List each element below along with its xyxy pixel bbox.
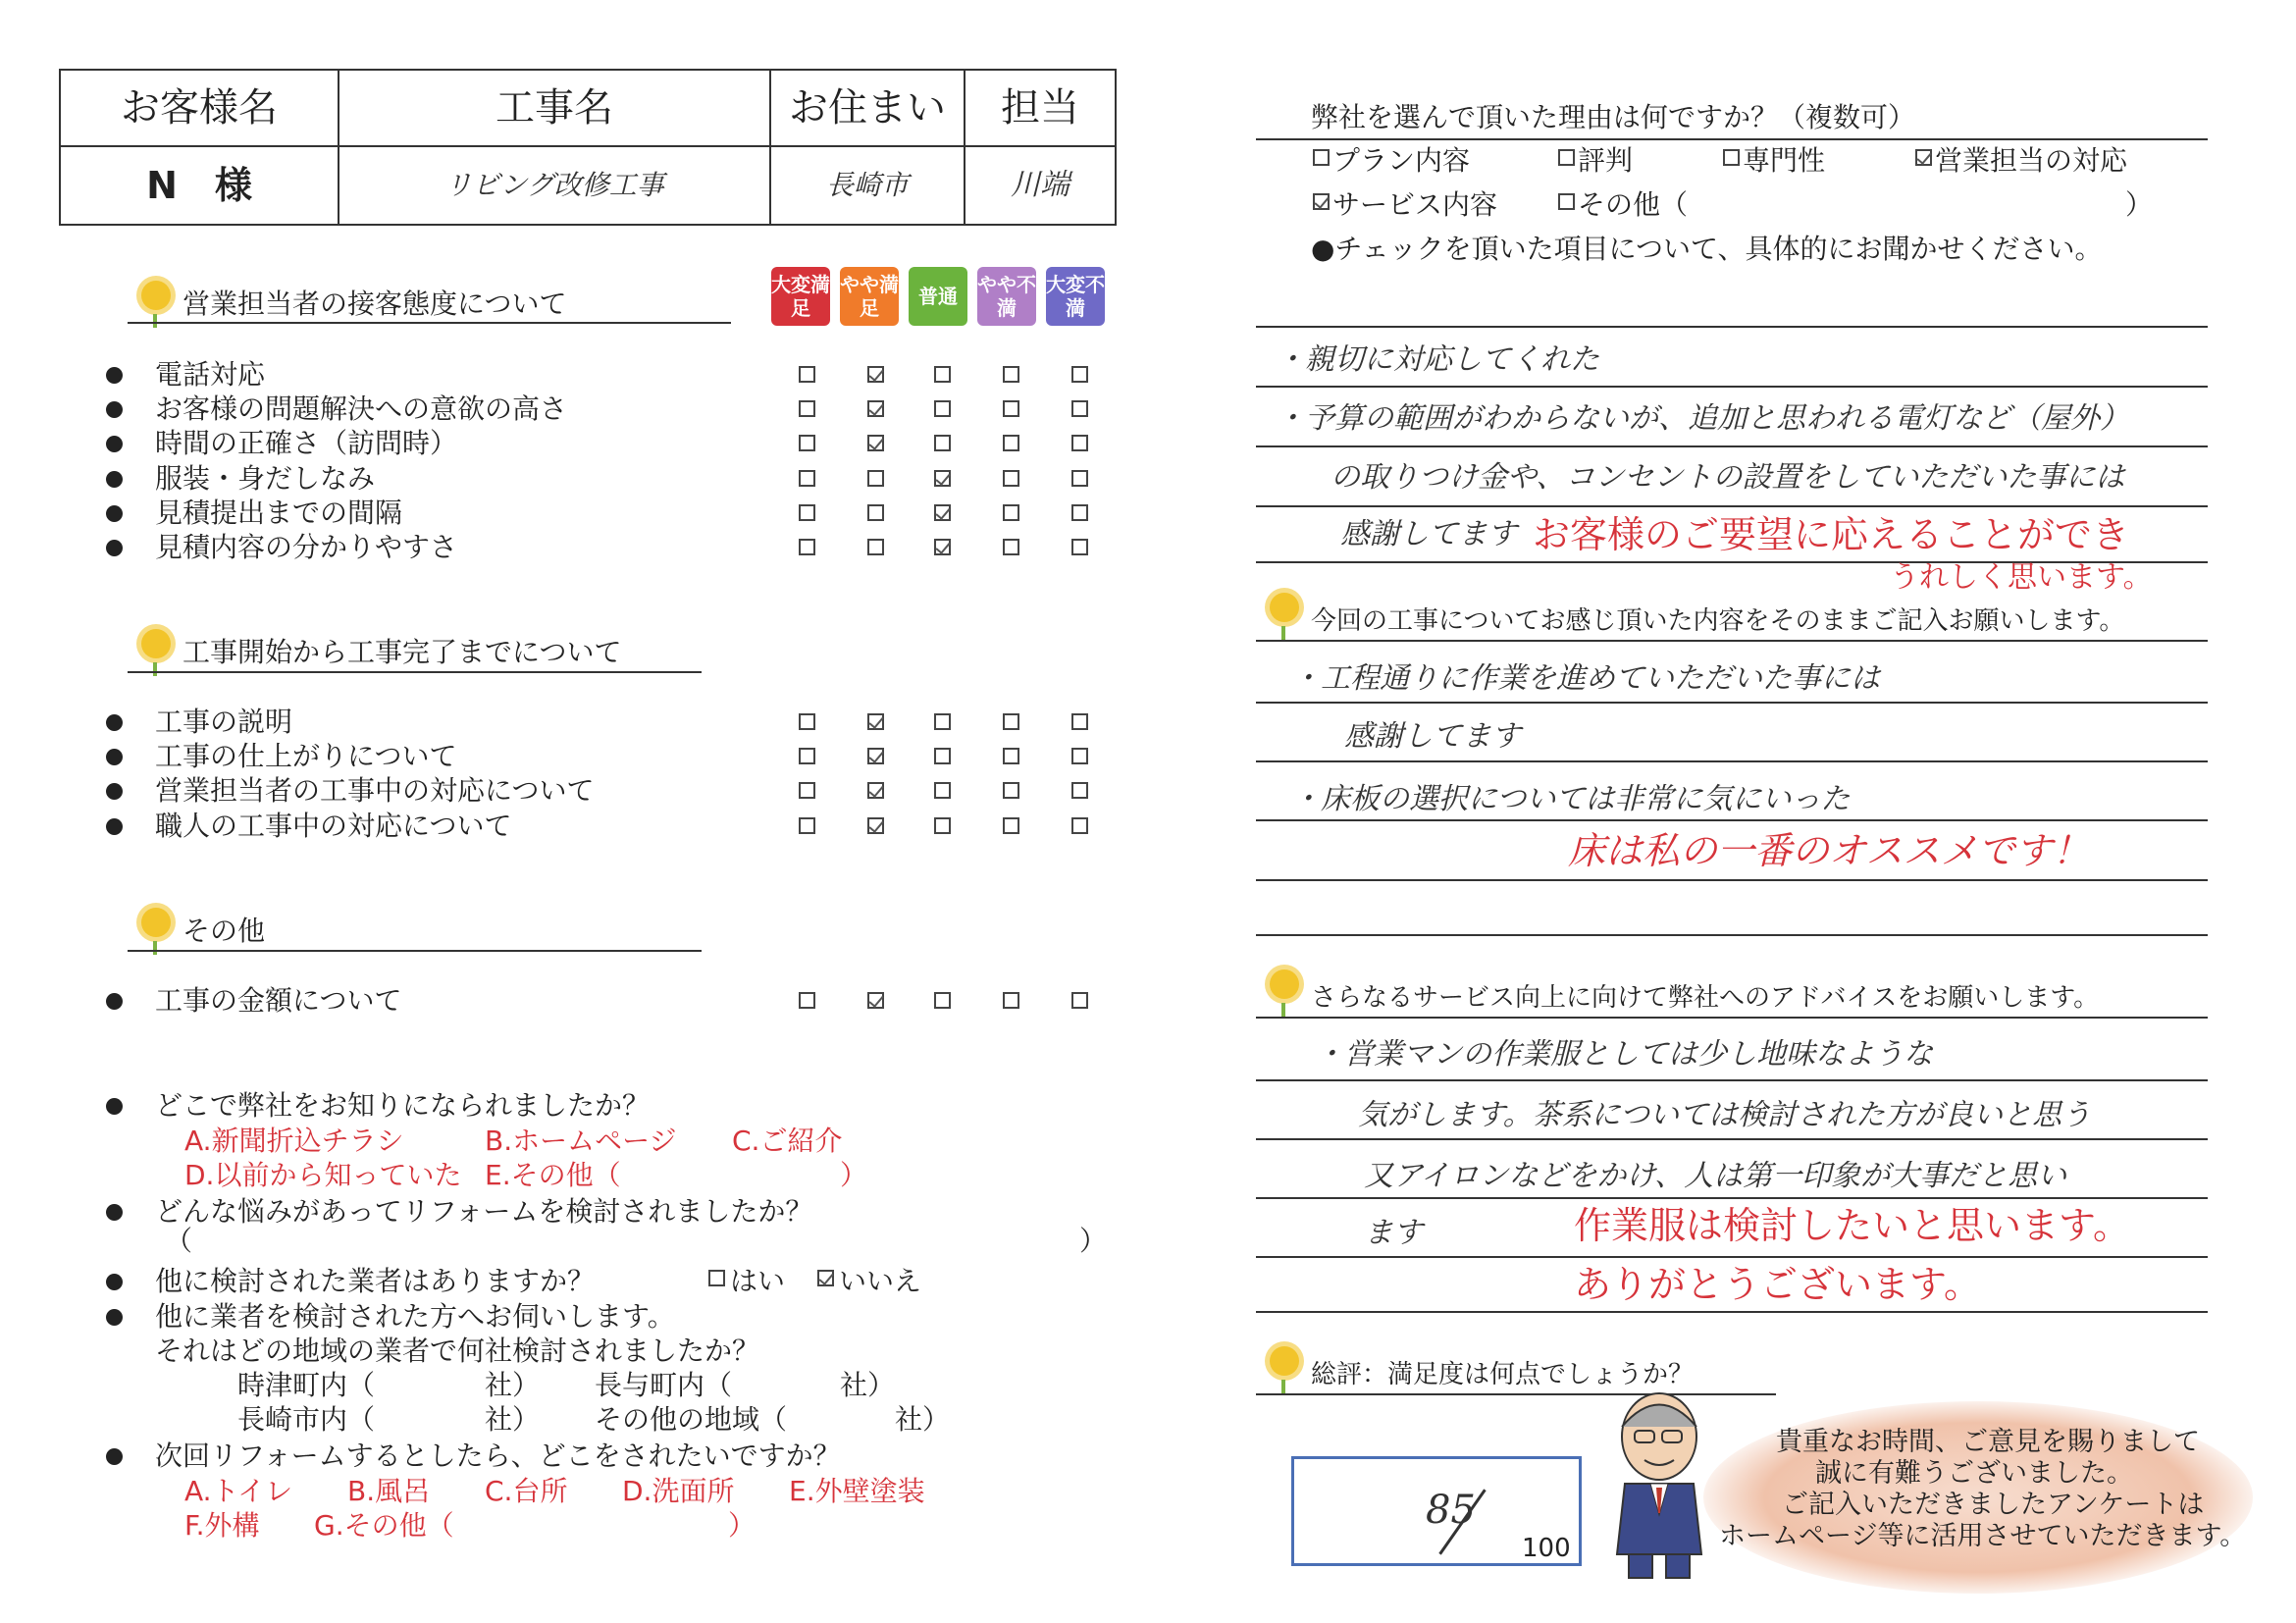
reason-service-label: サービス内容 bbox=[1332, 188, 1498, 221]
handwritten-comment: ・床板の選択については非常に気にいった bbox=[1291, 782, 1851, 816]
flower-icon bbox=[1270, 1346, 1299, 1376]
rating-unsatisfied: やや不満 bbox=[977, 267, 1036, 326]
other-item-checkbox-2[interactable] bbox=[934, 992, 951, 1009]
reason-plan-checkbox[interactable] bbox=[1313, 149, 1330, 166]
sales-item-checkbox-3[interactable] bbox=[1003, 470, 1019, 487]
bullet bbox=[106, 540, 123, 556]
rating-neutral: 普通 bbox=[909, 267, 967, 326]
section-title-feel: 今回の工事についてお感じ頂いた内容をそのままご記入お願いします。 bbox=[1311, 606, 2125, 636]
handwritten-comment: ・営業マンの作業服としては少し地味なような bbox=[1315, 1037, 1933, 1072]
detail-question: ●チェックを頂いた項目について、具体的にお聞かせください。 bbox=[1311, 233, 2103, 265]
customer-info-table bbox=[59, 69, 1117, 226]
reason-sales-label: 営業担当の対応 bbox=[1935, 144, 2128, 177]
know-option-e: E.その他（ bbox=[485, 1159, 621, 1191]
sales-item-checkbox-4[interactable] bbox=[1071, 366, 1088, 383]
divider bbox=[1256, 1017, 2208, 1019]
bullet bbox=[106, 714, 123, 731]
sales-item-checkbox-0[interactable] bbox=[799, 400, 815, 417]
know-option-b: B.ホームページ bbox=[485, 1125, 677, 1157]
sales-item-checkbox-4[interactable] bbox=[1071, 435, 1088, 451]
construction-item-checkbox-0[interactable] bbox=[799, 782, 815, 799]
next-option-f: F.外構 bbox=[184, 1509, 260, 1542]
bullet bbox=[106, 818, 123, 835]
handwritten-comment: ・親切に対応してくれた bbox=[1276, 342, 1599, 377]
bullet bbox=[106, 1098, 123, 1115]
flower-icon bbox=[1270, 969, 1299, 999]
section-title-sales: 営業担当者の接客態度について bbox=[183, 288, 567, 320]
sales-item-checkbox-1[interactable] bbox=[867, 366, 884, 383]
sales-item-checkbox-4[interactable] bbox=[1071, 539, 1088, 555]
ruled-line bbox=[1256, 326, 2208, 328]
area-tokitsu: 時津町内（ bbox=[237, 1369, 376, 1401]
rating-legend bbox=[771, 267, 1105, 326]
thanks-line: 貴重なお時間、ご意見を賜りまして bbox=[1776, 1427, 2200, 1457]
ruled-line bbox=[1256, 1197, 2208, 1199]
area-tokitsu-count: 社） bbox=[485, 1369, 541, 1401]
area-nagayo-count: 社） bbox=[840, 1369, 896, 1401]
sales-item-checkbox-0[interactable] bbox=[799, 504, 815, 521]
section-title-total: 総評：満足度は何点でしょうか？ bbox=[1311, 1360, 1695, 1389]
yes-label: はい bbox=[730, 1265, 786, 1297]
thanks-line: ホームページ等に活用させていただきます。 bbox=[1719, 1521, 2247, 1551]
header-area: お住まい bbox=[770, 70, 965, 146]
construction-item-checkbox-3[interactable] bbox=[1003, 713, 1019, 730]
construction-item-label: 職人の工事中の対応について bbox=[155, 809, 512, 842]
rating-very-unsatisfied: 大変不満 bbox=[1046, 267, 1105, 326]
bullet bbox=[106, 471, 123, 488]
reason-other-label: その他（ bbox=[1578, 188, 1689, 221]
customer-name: N 様 bbox=[60, 146, 339, 225]
q-worry: どんな悩みがあってリフォームを検討されましたか？ bbox=[155, 1195, 813, 1228]
staff-name: 川端 bbox=[965, 146, 1116, 225]
sales-item-label: 見積提出までの間隔 bbox=[155, 496, 403, 529]
bullet bbox=[106, 993, 123, 1010]
reason-reputation-checkbox[interactable] bbox=[1558, 149, 1575, 166]
next-option-g: G.その他（ bbox=[314, 1509, 454, 1542]
handwritten-comment: 感謝してます bbox=[1344, 719, 1521, 754]
other-item-checkbox-4[interactable] bbox=[1071, 992, 1088, 1009]
sales-item-checkbox-3[interactable] bbox=[1003, 400, 1019, 417]
sales-item-checkbox-1[interactable] bbox=[867, 435, 884, 451]
sales-item-checkbox-3[interactable] bbox=[1003, 366, 1019, 383]
reason-service-checkbox[interactable] bbox=[1313, 193, 1330, 210]
bullet bbox=[106, 749, 123, 765]
ruled-line bbox=[1256, 702, 2208, 704]
reason-other-close: ） bbox=[2125, 188, 2154, 221]
construction-item-checkbox-2[interactable] bbox=[934, 817, 951, 834]
header-staff: 担当 bbox=[965, 70, 1116, 146]
section-title-construction: 工事開始から工事完了までについて bbox=[183, 636, 622, 668]
rating-satisfied: やや満足 bbox=[840, 267, 899, 326]
section-title-other: その他 bbox=[183, 915, 266, 947]
handwritten-comment: ます bbox=[1364, 1216, 1423, 1250]
sales-item-checkbox-4[interactable] bbox=[1071, 400, 1088, 417]
sales-item-label: 見積内容の分かりやすさ bbox=[155, 531, 458, 563]
construction-item-label: 工事の仕上がりについて bbox=[155, 740, 457, 773]
q-other-vendors: 他に検討された業者はありますか？ bbox=[155, 1265, 596, 1297]
bullet bbox=[106, 1448, 123, 1465]
area-nagayo: 長与町内（ bbox=[595, 1369, 733, 1401]
sales-item-checkbox-4[interactable] bbox=[1071, 504, 1088, 521]
staff-reply: うれしく思います。 bbox=[1890, 560, 2153, 595]
know-option-c: C.ご紹介 bbox=[732, 1125, 843, 1157]
area-nagasaki: 長崎市内（ bbox=[237, 1403, 376, 1436]
ruled-line bbox=[1256, 934, 2208, 936]
other-item-checkbox-0[interactable] bbox=[799, 992, 815, 1009]
sales-item-label: 服装・身だしなみ bbox=[155, 461, 376, 495]
handwritten-comment: ・予算の範囲がわからないが、追加と思われる電灯など（屋外） bbox=[1276, 401, 2129, 436]
construction-item-label: 営業担当者の工事中の対応について bbox=[155, 774, 595, 808]
construction-item-checkbox-0[interactable] bbox=[799, 748, 815, 764]
staff-reply: ありがとうございます。 bbox=[1574, 1263, 1981, 1306]
next-option-b: B.風呂 bbox=[347, 1475, 431, 1507]
staff-reply: 作業服は検討したいと思います。 bbox=[1574, 1204, 2130, 1247]
handwritten-comment: 感謝してます bbox=[1340, 517, 1517, 551]
ruled-line bbox=[1256, 819, 2208, 821]
construction-item-checkbox-3[interactable] bbox=[1003, 817, 1019, 834]
other-item-checkbox-1[interactable] bbox=[867, 992, 884, 1009]
area-other: その他の地域（ bbox=[595, 1403, 788, 1436]
other-item-checkbox-3[interactable] bbox=[1003, 992, 1019, 1009]
next-option-e: E.外壁塗装 bbox=[789, 1475, 925, 1507]
bullet bbox=[106, 505, 123, 522]
divider bbox=[128, 950, 702, 952]
reason-expertise-label: 専門性 bbox=[1743, 144, 1826, 177]
sales-item-checkbox-3[interactable] bbox=[1003, 435, 1019, 451]
construction-item-checkbox-0[interactable] bbox=[799, 817, 815, 834]
next-option-g-close: ） bbox=[728, 1509, 757, 1542]
ruled-line bbox=[1256, 1138, 2208, 1140]
construction-item-checkbox-3[interactable] bbox=[1003, 782, 1019, 799]
reason-question: 弊社を選んで頂いた理由は何ですか？（複数可） bbox=[1311, 101, 1916, 133]
q-which2: それはどの地域の業者で何社検討されましたか？ bbox=[155, 1335, 760, 1367]
area-other-count: 社） bbox=[895, 1403, 951, 1436]
construction-item-checkbox-4[interactable] bbox=[1071, 817, 1088, 834]
construction-item-label: 工事の説明 bbox=[155, 706, 293, 738]
sales-item-checkbox-1[interactable] bbox=[867, 539, 884, 555]
construction-item-checkbox-3[interactable] bbox=[1003, 748, 1019, 764]
next-option-c: C.台所 bbox=[485, 1475, 568, 1507]
staff-reply: お客様のご要望に応えることができ bbox=[1533, 513, 2130, 556]
construction-item-checkbox-4[interactable] bbox=[1071, 782, 1088, 799]
residence: 長崎市 bbox=[770, 146, 965, 225]
reason-plan-label: プラン内容 bbox=[1332, 144, 1471, 177]
divider bbox=[1256, 640, 2208, 642]
ruled-line bbox=[1256, 1311, 2208, 1313]
flower-icon bbox=[141, 629, 171, 658]
handwritten-comment: 又アイロンなどをかけ、人は第一印象が大事だと思い bbox=[1364, 1159, 2067, 1193]
handwritten-comment: ・工程通りに作業を進めていただいた事には bbox=[1291, 661, 1880, 696]
sales-item-checkbox-1[interactable] bbox=[867, 470, 884, 487]
sales-item-checkbox-1[interactable] bbox=[867, 400, 884, 417]
bullet bbox=[106, 783, 123, 800]
ruled-line bbox=[1256, 879, 2208, 881]
know-option-a: A.新聞折込チラシ bbox=[184, 1125, 404, 1157]
ruled-line bbox=[1256, 505, 2208, 507]
know-option-d: D.以前から知っていた bbox=[184, 1159, 462, 1191]
reason-sales-checkbox[interactable] bbox=[1915, 149, 1932, 166]
no-checkbox[interactable] bbox=[817, 1270, 834, 1286]
sales-item-checkbox-0[interactable] bbox=[799, 435, 815, 451]
reason-other-checkbox[interactable] bbox=[1558, 193, 1575, 210]
divider bbox=[1256, 138, 2208, 140]
sales-item-label: 電話対応 bbox=[155, 358, 266, 391]
construction-item-checkbox-2[interactable] bbox=[934, 782, 951, 799]
handwritten-comment: 気がします。茶系については検討された方が良いと思う bbox=[1358, 1098, 2091, 1132]
construction-item-checkbox-1[interactable] bbox=[867, 713, 884, 730]
rating-very-satisfied: 大変満足 bbox=[771, 267, 830, 326]
sales-item-label: 時間の正確さ（訪問時） bbox=[155, 427, 458, 460]
divider bbox=[128, 322, 731, 324]
sales-item-checkbox-2[interactable] bbox=[934, 435, 951, 451]
ruled-line bbox=[1256, 760, 2208, 762]
know-option-e-close: ） bbox=[840, 1159, 868, 1191]
section-title-advice: さらなるサービス向上に向けて弊社へのアドバイスをお願いします。 bbox=[1311, 983, 2100, 1013]
construction-item-checkbox-2[interactable] bbox=[934, 748, 951, 764]
work-name: リビング改修工事 bbox=[339, 146, 770, 225]
bullet bbox=[106, 401, 123, 418]
sales-item-checkbox-2[interactable] bbox=[934, 366, 951, 383]
construction-item-checkbox-4[interactable] bbox=[1071, 713, 1088, 730]
bullet bbox=[106, 1274, 123, 1290]
construction-item-checkbox-4[interactable] bbox=[1071, 748, 1088, 764]
no-label: いいえ bbox=[839, 1265, 922, 1297]
flower-icon bbox=[1270, 593, 1299, 622]
mascot-illustration bbox=[1605, 1387, 1713, 1584]
q-next: 次回リフォームするとしたら、どこをされたいですか？ bbox=[155, 1440, 841, 1472]
handwritten-comment: の取りつけ金や、コンセントの設置をしていただいた事には bbox=[1331, 460, 2125, 495]
construction-item-checkbox-1[interactable] bbox=[867, 817, 884, 834]
thanks-line: 誠に有難うございました。 bbox=[1815, 1458, 2133, 1489]
worry-open-paren: （ bbox=[165, 1225, 193, 1257]
reason-reputation-label: 評判 bbox=[1578, 144, 1634, 177]
construction-item-checkbox-1[interactable] bbox=[867, 748, 884, 764]
area-nagasaki-count: 社） bbox=[485, 1403, 541, 1436]
score-value: 85 bbox=[1426, 1488, 1476, 1533]
ruled-line bbox=[1256, 1079, 2208, 1081]
sales-item-checkbox-2[interactable] bbox=[934, 470, 951, 487]
sales-item-checkbox-4[interactable] bbox=[1071, 470, 1088, 487]
sales-item-checkbox-0[interactable] bbox=[799, 366, 815, 383]
sales-item-checkbox-0[interactable] bbox=[799, 539, 815, 555]
divider bbox=[128, 671, 702, 673]
ruled-line bbox=[1256, 1256, 2208, 1258]
score-max: 100 bbox=[1522, 1534, 1571, 1563]
construction-item-checkbox-0[interactable] bbox=[799, 713, 815, 730]
sales-item-checkbox-2[interactable] bbox=[934, 539, 951, 555]
reason-expertise-checkbox[interactable] bbox=[1723, 149, 1740, 166]
flower-icon bbox=[141, 281, 171, 310]
staff-reply: 床は私の一番のオススメです！ bbox=[1568, 829, 2090, 872]
worry-close-paren: ） bbox=[1079, 1225, 1108, 1257]
score-box bbox=[1291, 1456, 1582, 1566]
construction-item-checkbox-1[interactable] bbox=[867, 782, 884, 799]
bullet bbox=[106, 1309, 123, 1326]
sales-item-checkbox-2[interactable] bbox=[934, 400, 951, 417]
ruled-line bbox=[1256, 386, 2208, 388]
sales-item-checkbox-3[interactable] bbox=[1003, 504, 1019, 521]
q-know: どこで弊社をお知りになられましたか？ bbox=[155, 1089, 651, 1122]
bullet bbox=[106, 367, 123, 384]
sales-item-checkbox-3[interactable] bbox=[1003, 539, 1019, 555]
q-which: 他に業者を検討された方へお伺いします。 bbox=[155, 1300, 675, 1333]
yes-checkbox[interactable] bbox=[708, 1270, 725, 1286]
header-customer: お客様名 bbox=[60, 70, 339, 146]
bullet bbox=[106, 436, 123, 452]
sales-item-label: お客様の問題解決への意欲の高さ bbox=[155, 393, 568, 426]
next-option-d: D.洗面所 bbox=[622, 1475, 735, 1507]
sales-item-checkbox-1[interactable] bbox=[867, 504, 884, 521]
thanks-line: ご記入いただきましたアンケートは bbox=[1782, 1490, 2205, 1520]
sales-item-checkbox-0[interactable] bbox=[799, 470, 815, 487]
flower-icon bbox=[141, 908, 171, 937]
other-item-label: 工事の金額について bbox=[155, 984, 402, 1017]
sales-item-checkbox-2[interactable] bbox=[934, 504, 951, 521]
next-option-a: A.トイレ bbox=[184, 1475, 293, 1507]
ruled-line bbox=[1256, 445, 2208, 447]
construction-item-checkbox-2[interactable] bbox=[934, 713, 951, 730]
bullet bbox=[106, 1204, 123, 1221]
header-work: 工事名 bbox=[339, 70, 770, 146]
